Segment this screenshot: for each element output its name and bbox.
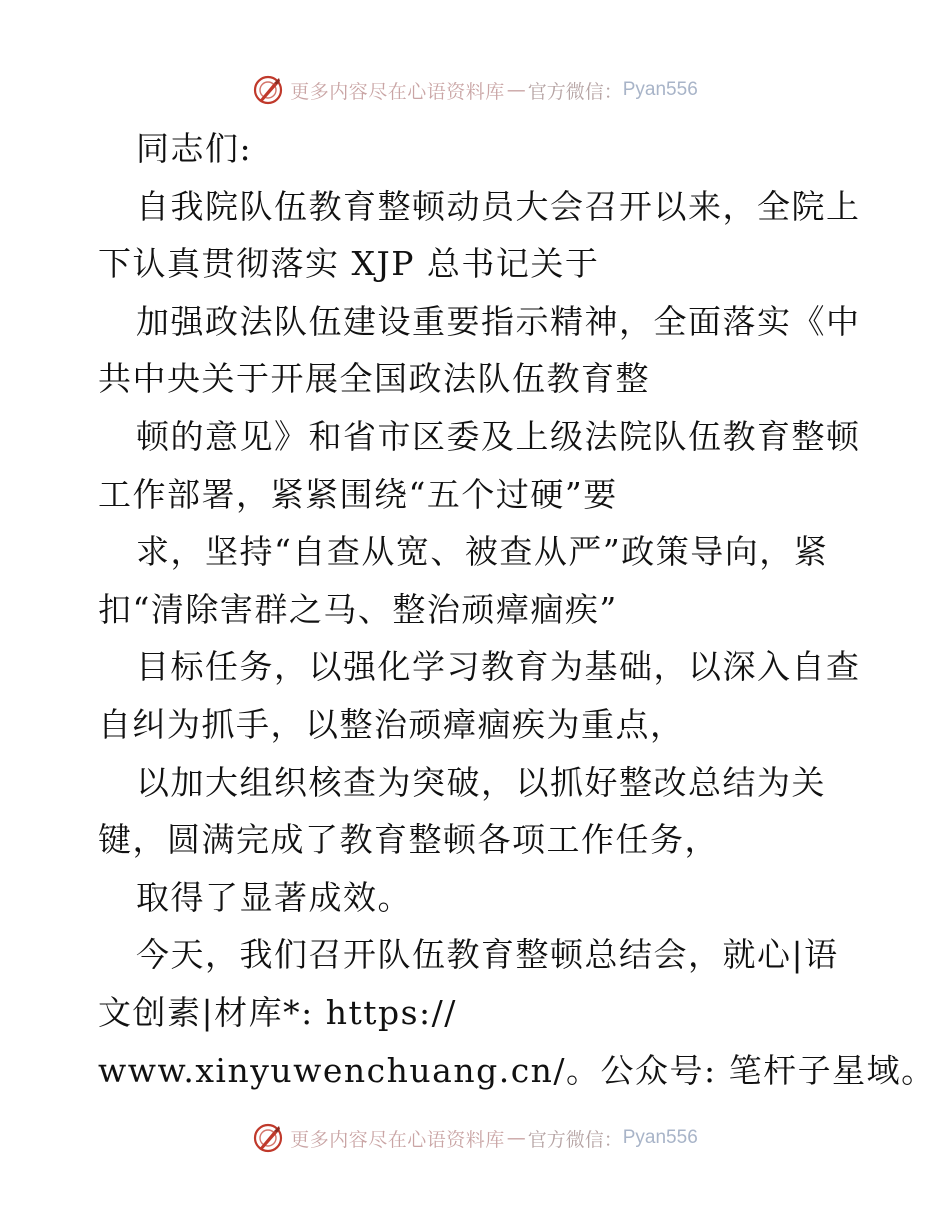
banner-wechat-label: 官方微信：: [527, 1128, 623, 1151]
banner-separator: —: [506, 79, 526, 101]
text-line: 工作部署，紧紧围绕“五个过硬”要: [98, 474, 618, 514]
text-line: 文创素|材库*: https://: [98, 992, 457, 1032]
banner-site-text: 更多内容尽在心语资料库: [290, 80, 505, 103]
text-line: 加强政法队伍建设重要指示精神，全面落实《中: [136, 301, 861, 341]
text-line: 下认真贯彻落实 XJP 总书记关于: [98, 244, 600, 284]
text-line: 扣“清除害群之马、整治顽瘴痼疾”: [98, 589, 618, 629]
text-line: www.xinyuwenchuang.cn/。公众号: 笔杆子星域。: [98, 1050, 936, 1090]
text-line: 取得了显著成效。: [136, 877, 412, 917]
quill-logo-icon: [252, 74, 284, 106]
banner-wechat-id: Pyan556: [622, 1127, 698, 1148]
banner-wechat-id: Pyan556: [622, 79, 698, 100]
text-line: 今天，我们召开队伍教育整顿总结会，就心|语: [136, 935, 839, 975]
header-banner: [0, 70, 950, 110]
text-line: 以加大组织核查为突破，以抓好整改总结为关: [136, 762, 826, 802]
text-line: 求，坚持“自查从宽、被查从严”政策导向，紧: [136, 532, 829, 572]
text-line: 自我院队伍教育整顿动员大会召开以来，全院上: [136, 186, 861, 226]
footer-banner: [0, 1118, 950, 1158]
text-line: 共中央关于开展全国政法队伍教育整: [98, 359, 650, 399]
document-body: [98, 120, 936, 1099]
text-line: 同志们:: [136, 129, 253, 168]
banner-site-text: 更多内容尽在心语资料库: [290, 1128, 505, 1151]
text-line: 目标任务，以强化学习教育为基础，以深入自查: [136, 647, 861, 687]
text-line: 自纠为抓手，以整治顽瘴痼疾为重点，: [98, 704, 685, 744]
text-line: 键，圆满完成了教育整顿各项工作任务，: [98, 820, 719, 860]
text-line: 顿的意见》和省市区委及上级法院队伍教育整顿: [136, 416, 861, 456]
banner-wechat-label: 官方微信：: [527, 80, 623, 103]
quill-logo-icon: [252, 1122, 284, 1154]
banner-separator: —: [506, 1127, 526, 1149]
